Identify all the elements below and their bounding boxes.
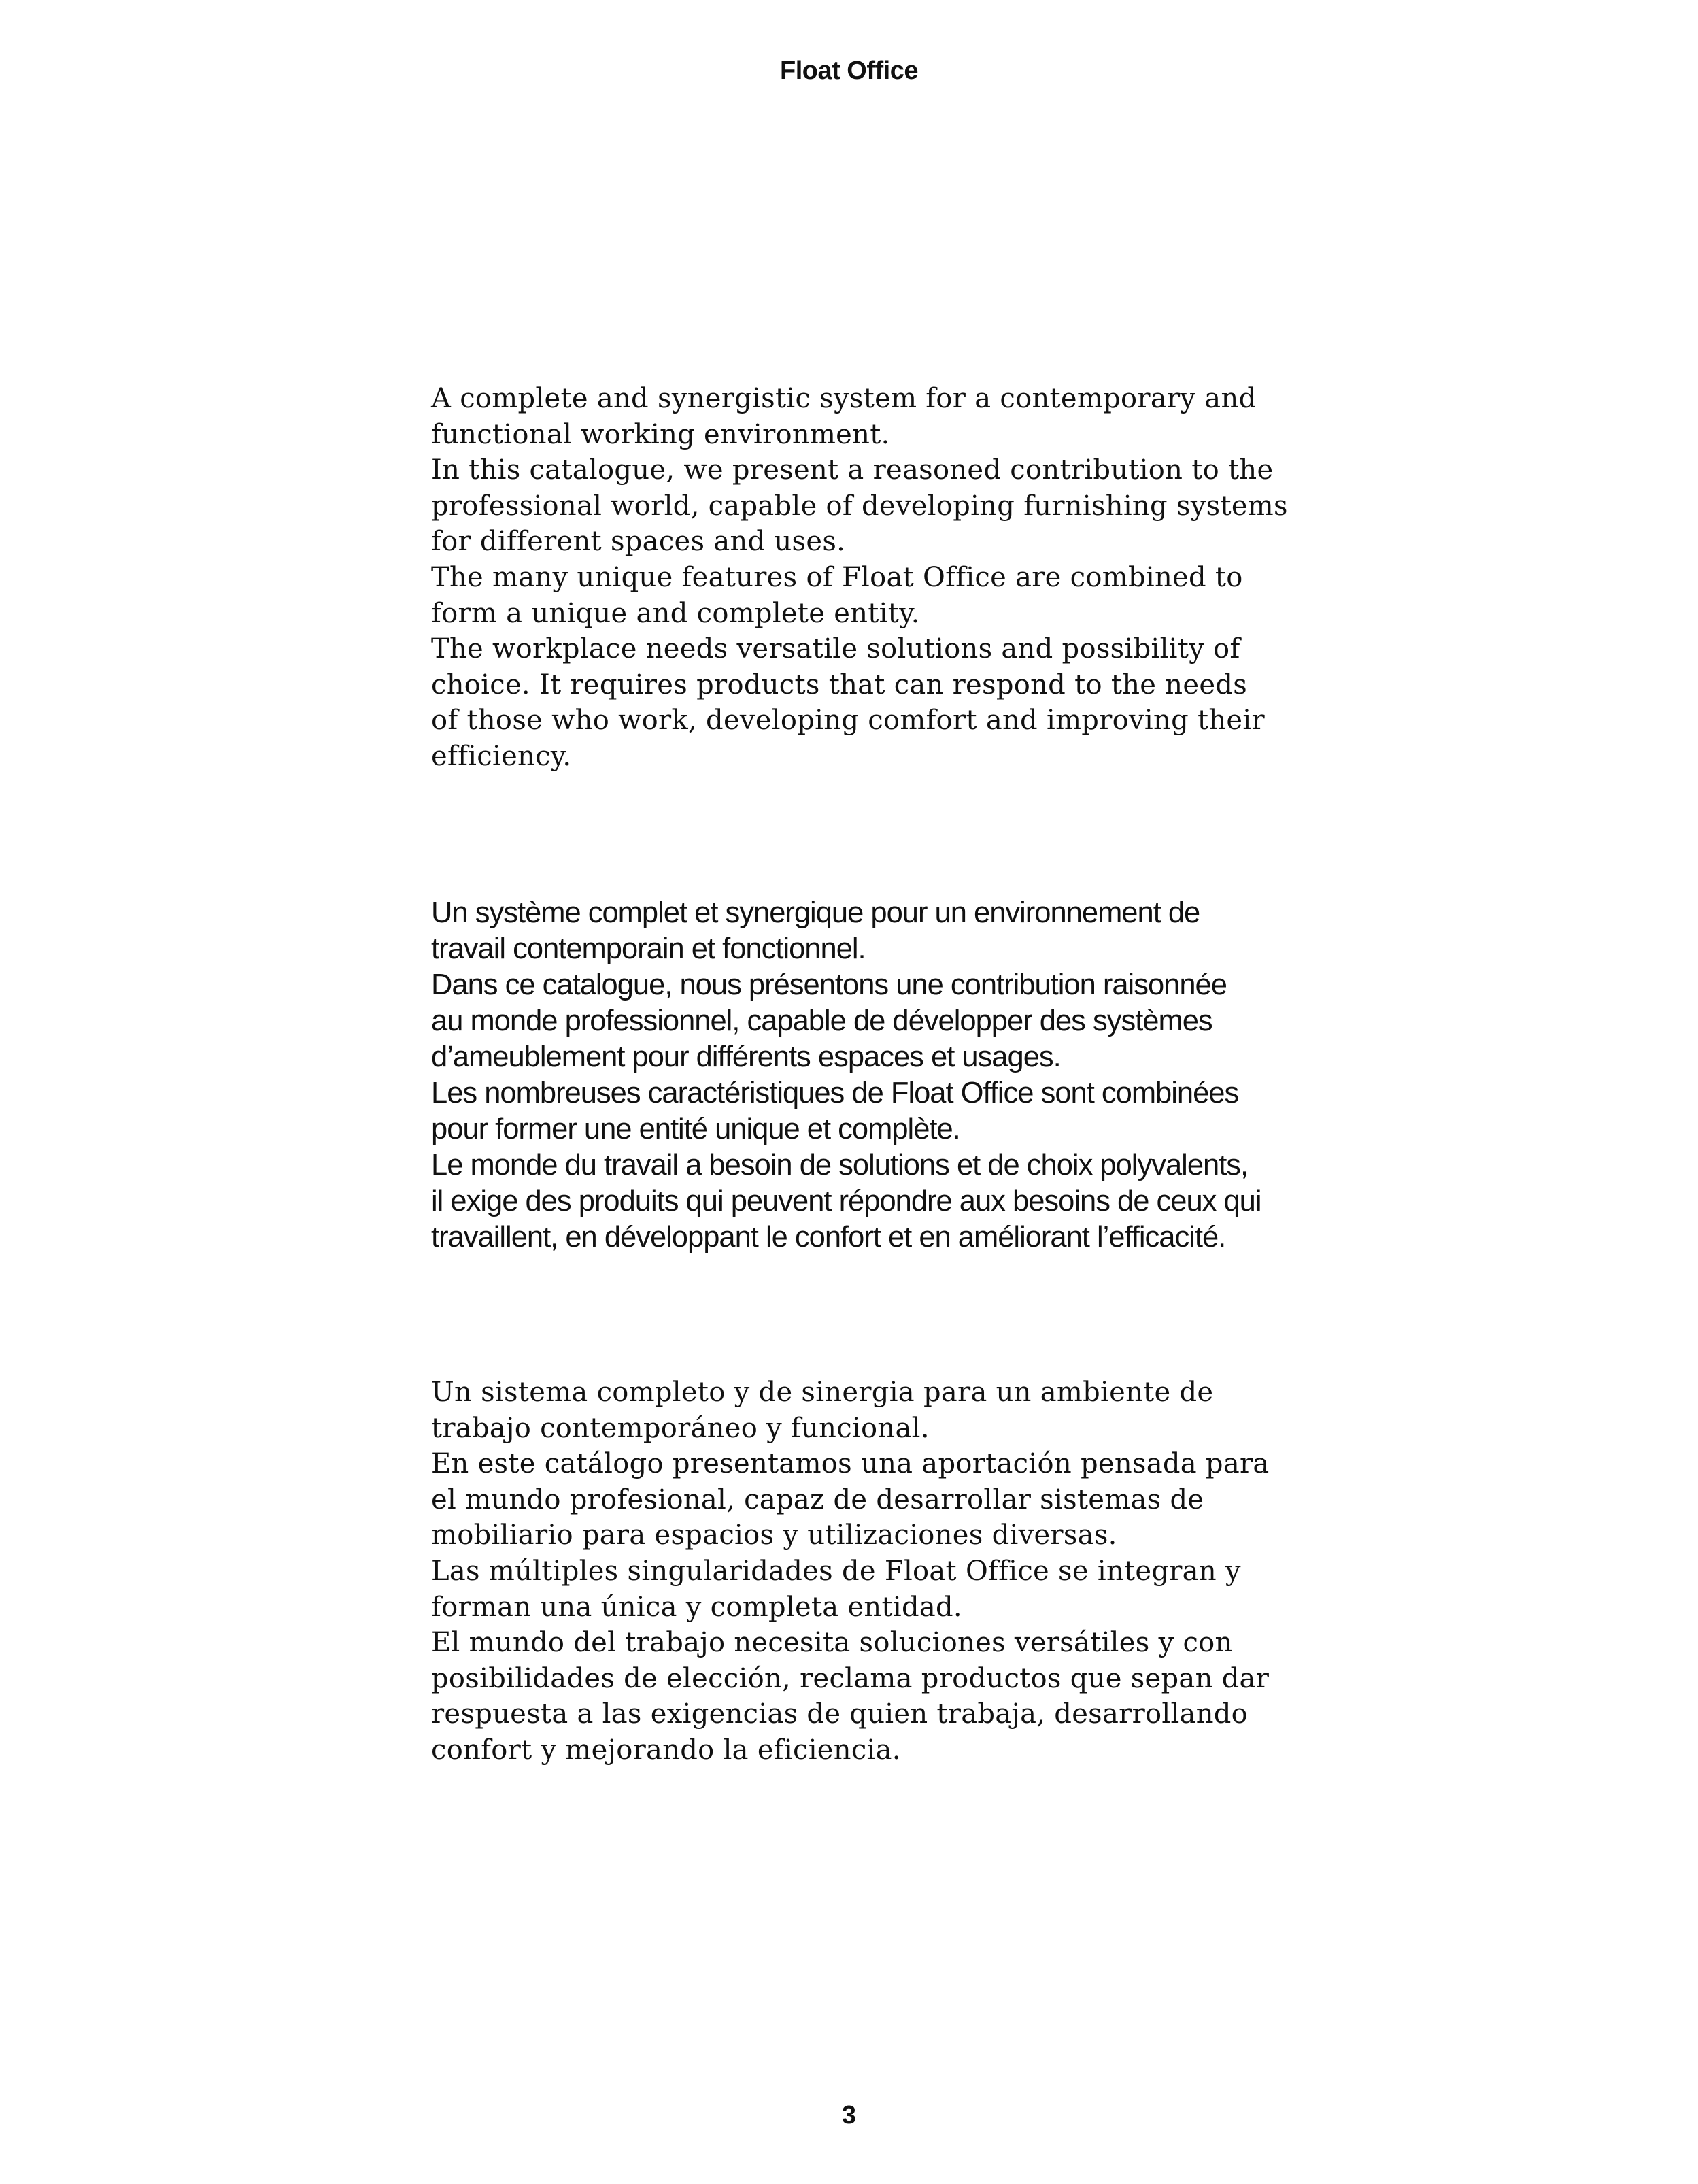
text-line: Les nombreuses caractéristiques de Float Office sont combinées bbox=[431, 1077, 1239, 1109]
text-line: travaillent, en développant le confort et en améliorant l’efficacité. bbox=[431, 1221, 1226, 1254]
text-line: professional world, capable of developing furnishing systems bbox=[431, 490, 1288, 522]
text-line: il exige des produits qui peuvent répondre aux besoins de ceux qui bbox=[431, 1185, 1261, 1217]
text-line: Las múltiples singularidades de Float Office se integran y bbox=[431, 1555, 1241, 1587]
text-line: In this catalogue, we present a reasoned contribution to the bbox=[431, 454, 1274, 486]
intro-text-english bbox=[431, 381, 1315, 775]
text-line: respuesta a las exigencias de quien trabaja, desarrollando bbox=[431, 1698, 1249, 1730]
text-line: choice. It requires products that can respond to the needs bbox=[431, 669, 1248, 701]
text-line: of those who work, developing comfort and improving their bbox=[431, 705, 1265, 737]
text-line: travail contemporain et fonctionnel. bbox=[431, 933, 866, 965]
text-line: Dans ce catalogue, nous présentons une contribution raisonnée bbox=[431, 969, 1227, 1001]
text-line: functional working environment. bbox=[431, 418, 890, 450]
intro-text-french bbox=[431, 895, 1315, 1256]
text-line: d’ameublement pour différents espaces et usages. bbox=[431, 1041, 1061, 1073]
text-line: mobiliario para espacios y utilizaciones diversas. bbox=[431, 1519, 1117, 1551]
text-line: pour former une entité unique et complète. bbox=[431, 1113, 960, 1145]
text-line: Un système complet et synergique pour un environnement de bbox=[431, 896, 1200, 929]
text-line: Un sistema completo y de sinergia para un ambiente de bbox=[431, 1377, 1214, 1408]
text-line: posibilidades de elección, reclama productos que sepan dar bbox=[431, 1662, 1270, 1694]
text-line: au monde professionnel, capable de développer des systèmes bbox=[431, 1005, 1212, 1037]
intro-text-spanish bbox=[431, 1375, 1315, 1768]
page-header-title: Float Office bbox=[779, 56, 919, 85]
text-line: for different spaces and uses. bbox=[431, 526, 846, 558]
text-line: The workplace needs versatile solutions and possibility of bbox=[431, 633, 1240, 665]
text-line: The many unique features of Float Office are combined to bbox=[431, 561, 1243, 593]
text-line: El mundo del trabajo necesita soluciones versátiles y con bbox=[431, 1627, 1233, 1659]
text-line: En este catálogo presentamos una aportación pensada para bbox=[431, 1448, 1270, 1480]
text-line: efficiency. bbox=[431, 740, 572, 772]
page-number: 3 bbox=[841, 2101, 857, 2130]
text-line: forman una única y completa entidad. bbox=[431, 1591, 962, 1623]
text-line: A complete and synergistic system for a contemporary and bbox=[431, 383, 1257, 414]
text-line: form a unique and complete entity. bbox=[431, 597, 920, 629]
text-line: Le monde du travail a besoin de solutions et de choix polyvalents, bbox=[431, 1149, 1249, 1181]
text-line: trabajo contemporáneo y funcional. bbox=[431, 1412, 930, 1444]
text-line: confort y mejorando la eficiencia. bbox=[431, 1734, 901, 1766]
text-line: el mundo profesional, capaz de desarrollar sistemas de bbox=[431, 1483, 1204, 1515]
